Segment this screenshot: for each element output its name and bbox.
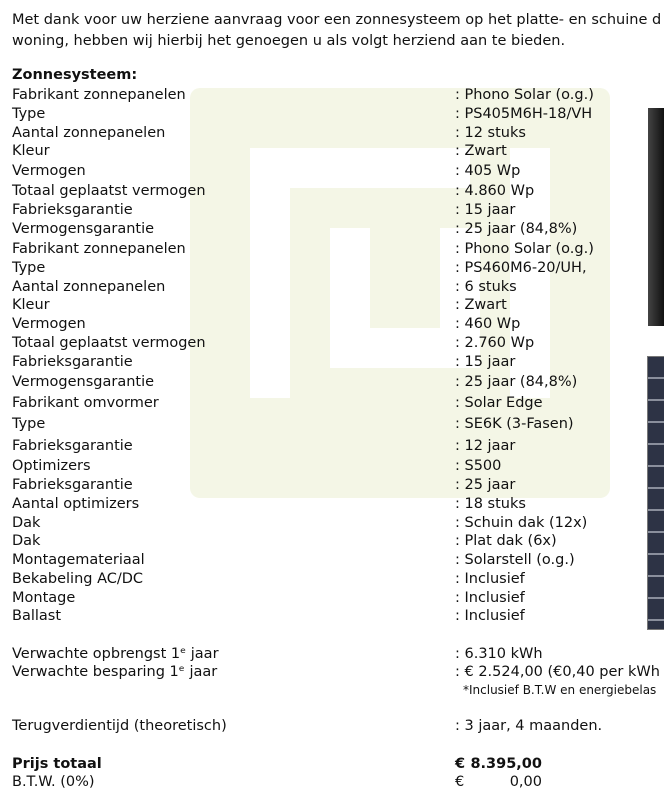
- spec-row: [0, 87, 664, 106]
- spec-label: Dak: [12, 533, 41, 549]
- spec-row: [0, 571, 664, 590]
- spec-label: Type: [12, 260, 46, 276]
- spec-row: [0, 279, 664, 298]
- spec-label: Fabrikant zonnepanelen: [12, 87, 186, 103]
- spec-row: [0, 395, 664, 414]
- spec-label: Aantal zonnepanelen: [12, 279, 166, 295]
- spec-value: : 18 stuks: [455, 496, 526, 512]
- spec-value: : 25 jaar (84,8%): [455, 221, 578, 237]
- spec-value: : Phono Solar (o.g.): [455, 241, 594, 257]
- spec-row: [0, 496, 664, 515]
- spec-value: : 25 jaar (84,8%): [455, 374, 578, 390]
- spec-value: : 6 stuks: [455, 279, 517, 295]
- total-amount: 8.395,00: [470, 756, 542, 772]
- spec-row: [0, 374, 664, 393]
- spec-row: [0, 608, 664, 627]
- vat-currency: €: [455, 774, 465, 790]
- spec-value: : 25 jaar: [455, 477, 516, 493]
- spec-value: : 405 Wp: [455, 163, 521, 179]
- spec-row: [0, 335, 664, 354]
- total-currency: €: [455, 756, 466, 772]
- spec-value: : Inclusief: [455, 608, 525, 624]
- spec-row: [0, 125, 664, 144]
- spec-label: Fabrieksgarantie: [12, 354, 133, 370]
- spec-row: [0, 260, 664, 279]
- spec-row: [0, 533, 664, 552]
- spec-label: Totaal geplaatst vermogen: [12, 183, 206, 199]
- spec-row: [0, 316, 664, 335]
- spec-label: Bekabeling AC/DC: [12, 571, 144, 587]
- spec-label: Vermogensgarantie: [12, 374, 155, 390]
- spec-value: : Solarstell (o.g.): [455, 552, 575, 568]
- spec-value: : Schuin dak (12x): [455, 515, 588, 531]
- spec-row: [0, 354, 664, 373]
- spec-label: Vermogen: [12, 316, 86, 332]
- spec-label: Montage: [12, 590, 76, 606]
- spec-label: Aantal zonnepanelen: [12, 125, 166, 141]
- spec-row: [0, 241, 664, 260]
- spec-value: : Plat dak (6x): [455, 533, 557, 549]
- spec-value: : 12 stuks: [455, 125, 526, 141]
- spec-label: Vermogensgarantie: [12, 221, 155, 237]
- spec-value: : 4.860 Wp: [455, 183, 535, 199]
- spec-label: Type: [12, 416, 46, 432]
- spec-value: : 15 jaar: [455, 202, 516, 218]
- vat-row: [0, 774, 664, 793]
- spec-label: Optimizers: [12, 458, 91, 474]
- spec-label: Fabrikant zonnepanelen: [12, 241, 186, 257]
- spec-value: : 2.760 Wp: [455, 335, 535, 351]
- spec-label: Kleur: [12, 297, 50, 313]
- spec-row: [0, 552, 664, 571]
- spec-value: : 460 Wp: [455, 316, 521, 332]
- spec-value: : Inclusief: [455, 571, 525, 587]
- savings-label: Verwachte besparing 1ᵉ jaar: [12, 664, 218, 680]
- yield-value: : 6.310 kWh: [455, 646, 543, 662]
- spec-label: Fabrieksgarantie: [12, 477, 133, 493]
- intro-text: Met dank voor uw herziene aanvraag voor een zonnesysteem op het platte- en schuine d woning, hebben wij hierbij het genoegen u als volgt herziend aan te bieden.: [12, 12, 662, 49]
- total-label: Prijs totaal: [12, 756, 102, 772]
- savings-row: [0, 664, 664, 683]
- spec-row: [0, 297, 664, 316]
- spec-value: : Solar Edge: [455, 395, 543, 411]
- yield-label: Verwachte opbrengst 1ᵉ jaar: [12, 646, 219, 662]
- spec-value: : Phono Solar (o.g.): [455, 87, 594, 103]
- payback-label: Terugverdientijd (theoretisch): [12, 718, 227, 734]
- spec-row: [0, 438, 664, 457]
- spec-value: : S500: [455, 458, 502, 474]
- spec-row: [0, 106, 664, 125]
- spec-row: [0, 515, 664, 534]
- spec-label: Dak: [12, 515, 41, 531]
- spec-value: : 12 jaar: [455, 438, 516, 454]
- vat-amount: 0,00: [509, 774, 542, 790]
- payback-value: : 3 jaar, 4 maanden.: [455, 718, 603, 734]
- spec-label: Totaal geplaatst vermogen: [12, 335, 206, 351]
- spec-label: Ballast: [12, 608, 62, 624]
- total-row: [0, 756, 664, 775]
- spec-row: [0, 183, 664, 202]
- spec-row: [0, 221, 664, 240]
- spec-value: : Inclusief: [455, 590, 525, 606]
- spec-label: Fabrieksgarantie: [12, 438, 133, 454]
- savings-note: *Inclusief B.T.W en energiebelas: [463, 683, 657, 697]
- spec-label: Type: [12, 106, 46, 122]
- spec-label: Montagemateriaal: [12, 552, 145, 568]
- savings-value: : € 2.524,00 (€0,40 per kWh: [455, 664, 660, 680]
- spec-value: : PS405M6H-18/VH: [455, 106, 593, 122]
- yield-row: [0, 646, 664, 665]
- spec-row: [0, 477, 664, 496]
- spec-label: Fabrieksgarantie: [12, 202, 133, 218]
- spec-value: : Zwart: [455, 297, 507, 313]
- spec-label: Kleur: [12, 143, 50, 159]
- spec-row: [0, 202, 664, 221]
- payback-row: [0, 718, 664, 737]
- spec-row: [0, 163, 664, 182]
- spec-row: [0, 143, 664, 162]
- spec-label: Fabrikant omvormer: [12, 395, 159, 411]
- spec-value: : PS460M6-20/UH,: [455, 260, 587, 276]
- section-title: Zonnesysteem:: [12, 67, 138, 83]
- spec-label: Aantal optimizers: [12, 496, 140, 512]
- spec-value: : 15 jaar: [455, 354, 516, 370]
- vat-label: B.T.W. (0%): [12, 774, 95, 790]
- spec-value: : SE6K (3-Fasen): [455, 416, 574, 432]
- spec-row: [0, 590, 664, 609]
- spec-row: [0, 416, 664, 435]
- spec-label: Vermogen: [12, 163, 86, 179]
- spec-row: [0, 458, 664, 477]
- spec-value: : Zwart: [455, 143, 507, 159]
